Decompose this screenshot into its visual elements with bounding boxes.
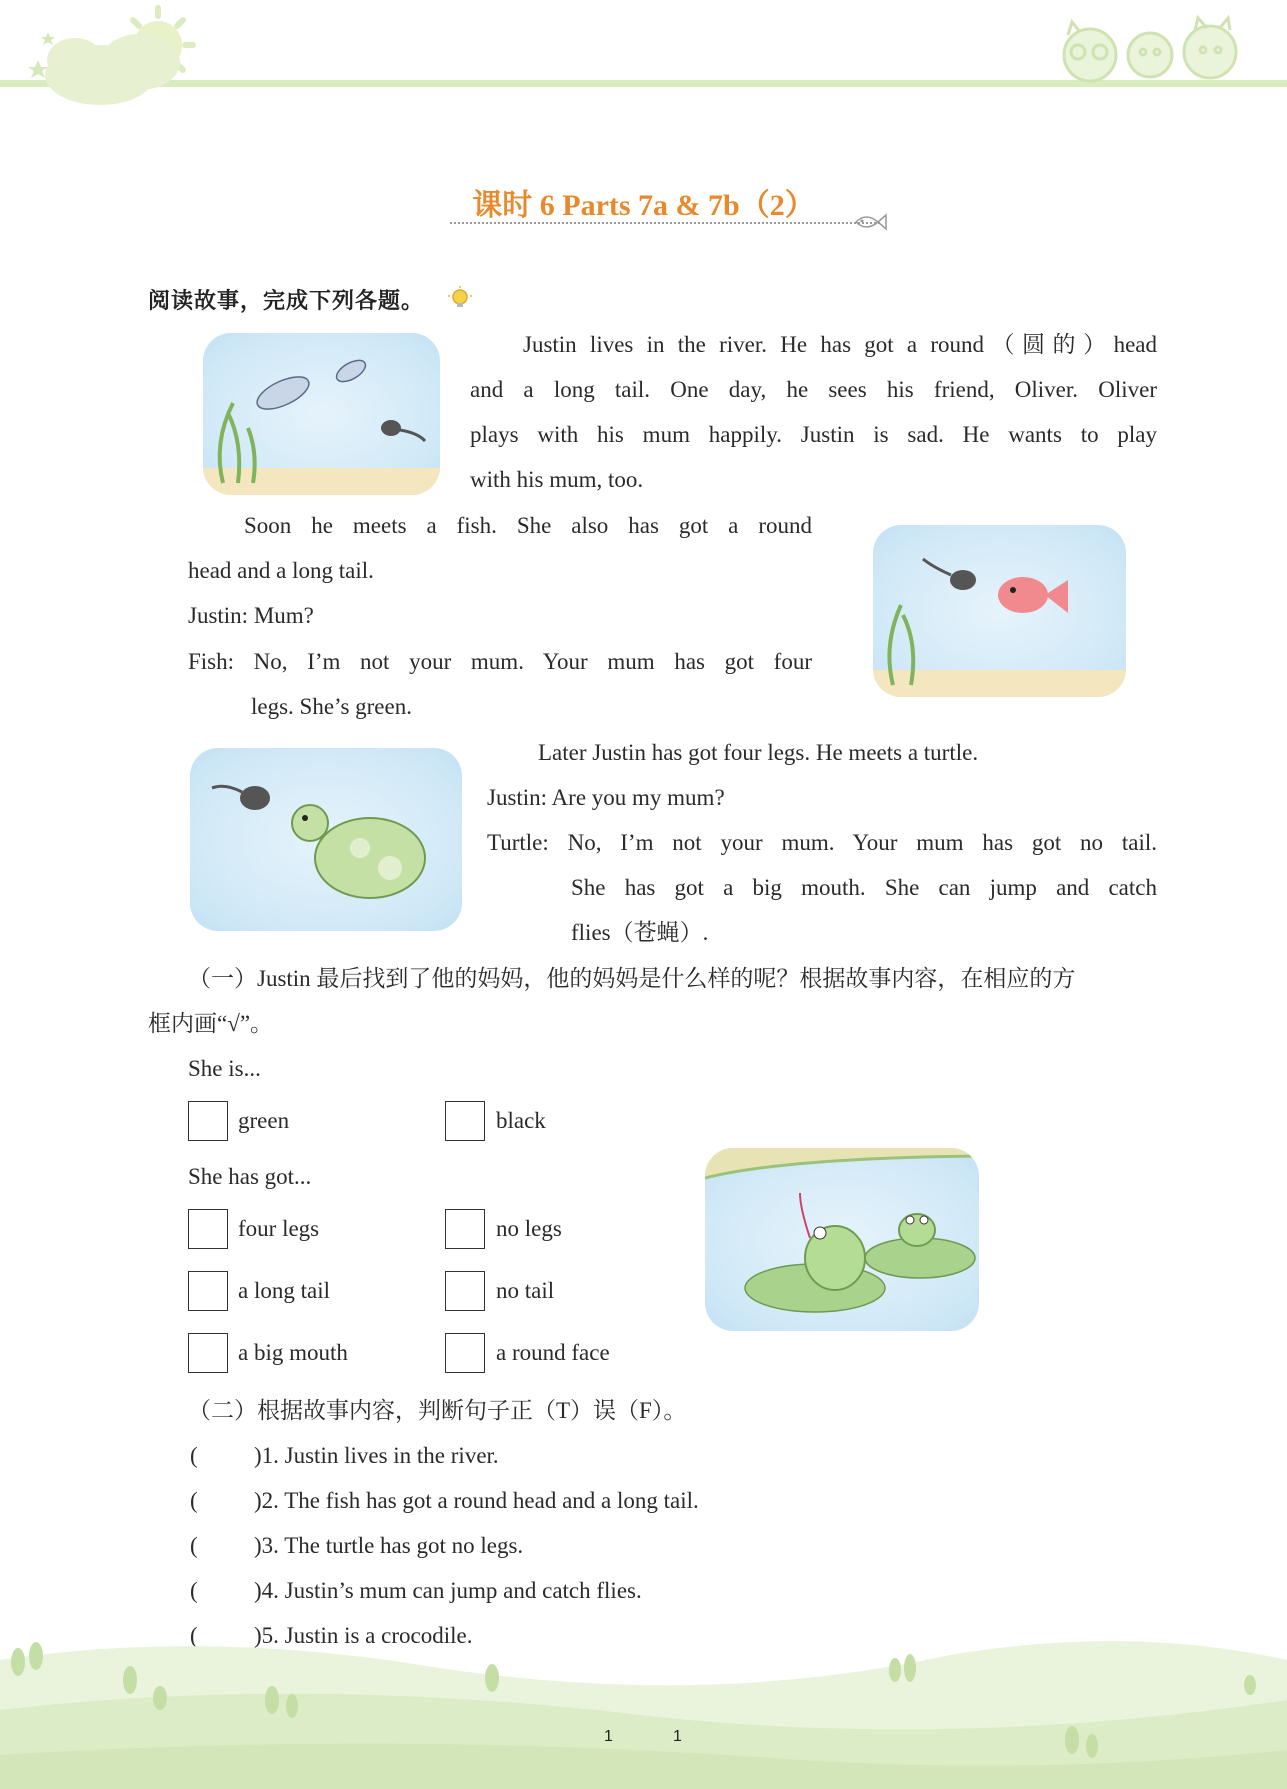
option-black: black	[496, 1108, 546, 1133]
page-number-right: 1	[673, 1728, 682, 1745]
story-image-tadpole-fish	[873, 525, 1126, 697]
turtle-icon	[292, 805, 425, 898]
part2-instruction: （二）根据故事内容，判断句子正（T）误（F）。	[188, 1398, 687, 1423]
tadpole-icon	[923, 559, 976, 590]
tf-statement-3: )3. The turtle has got no legs.	[254, 1533, 524, 1558]
page-title: 课时 6 Parts 7a & 7b（2）	[472, 189, 815, 222]
tf-paren-1: (	[190, 1443, 198, 1468]
checkbox-big-mouth[interactable]	[188, 1333, 228, 1373]
checkbox-long-tail[interactable]	[188, 1271, 228, 1311]
option-round-face: a round face	[496, 1340, 610, 1365]
tf-statement-1: )1. Justin lives in the river.	[254, 1443, 499, 1468]
tf-paren-2: (	[190, 1488, 198, 1513]
fish-doodle-icon	[852, 210, 888, 234]
dialogue-turtle-1: Turtle: No, I’m not your mum. Your mum has got no tail.	[487, 830, 1157, 855]
story-p1-line1: Justin lives in the river. He has got a round（圆的）head	[523, 332, 1157, 357]
checkbox-no-tail[interactable]	[445, 1271, 485, 1311]
checkbox-black[interactable]	[445, 1101, 485, 1141]
story-image-frogs	[705, 1148, 979, 1331]
lightbulb-icon	[448, 286, 472, 310]
option-long-tail: a long tail	[238, 1278, 330, 1303]
story-image-shrimps-tadpole	[203, 333, 440, 495]
page-number-left: 1	[604, 1728, 613, 1745]
story-p3: Later Justin has got four legs. He meets a turtle.	[538, 740, 979, 765]
story-p2-line2: head and a long tail.	[188, 558, 374, 583]
dialogue-fish-1: Fish: No, I’m not your mum. Your mum has got four	[188, 649, 812, 674]
tf-paren-4: (	[190, 1578, 198, 1603]
dialogue-turtle-3: flies（苍蝇）.	[571, 920, 709, 945]
dialogue-fish-2: legs. She’s green.	[251, 694, 412, 719]
tadpole-icon	[381, 420, 425, 441]
dialogue-turtle-2: She has got a big mouth. She can jump and catch	[571, 875, 1157, 900]
option-four-legs: four legs	[238, 1216, 320, 1241]
checkbox-round-face[interactable]	[445, 1333, 485, 1373]
part1-instruction-line2: 框内画“√”。	[148, 1011, 274, 1036]
story-p1-line3: plays with his mum happily. Justin is sad. He wants to play	[470, 422, 1157, 447]
cloud-icon	[45, 34, 180, 105]
checkbox-no-legs[interactable]	[445, 1209, 485, 1249]
she-is-label: She is...	[188, 1056, 261, 1081]
part1-instruction-line1: （一）Justin 最后找到了他的妈妈，他的妈妈是什么样的呢？根据故事内容，在相应的方	[188, 966, 1076, 991]
animal-doodles-icon	[1064, 18, 1236, 81]
checkbox-four-legs[interactable]	[188, 1209, 228, 1249]
tf-statement-4: )4. Justin’s mum can jump and catch flies.	[254, 1578, 642, 1603]
title-underline	[450, 222, 880, 224]
tf-statement-2: )2. The fish has got a round head and a long tail.	[254, 1488, 699, 1513]
tf-statement-5: )5. Justin is a crocodile.	[254, 1623, 473, 1648]
tadpole-icon	[212, 786, 270, 810]
option-no-legs: no legs	[496, 1216, 562, 1241]
story-p1-line4: with his mum, too.	[470, 467, 644, 492]
dialogue-justin-1: Justin: Mum?	[188, 603, 314, 628]
checkbox-green[interactable]	[188, 1101, 228, 1141]
option-big-mouth: a big mouth	[238, 1340, 348, 1365]
header-decoration	[0, 0, 1287, 110]
tf-paren-5: (	[190, 1623, 198, 1648]
tf-paren-3: (	[190, 1533, 198, 1558]
shrimp-icon	[253, 356, 369, 416]
fish-icon	[998, 577, 1068, 613]
story-image-tadpole-turtle	[190, 748, 462, 931]
option-no-tail: no tail	[496, 1278, 555, 1303]
story-p2-line1: Soon he meets a fish. She also has got a round	[244, 513, 812, 538]
footer-hills-decoration	[0, 1620, 1287, 1789]
story-p1-line2: and a long tail. One day, he sees his friend, Oliver. Oliver	[470, 377, 1157, 402]
reading-instruction: 阅读故事，完成下列各题。	[148, 289, 425, 314]
she-has-got-label: She has got...	[188, 1164, 312, 1189]
dialogue-justin-2: Justin: Are you my mum?	[487, 785, 725, 810]
option-green: green	[238, 1108, 290, 1133]
